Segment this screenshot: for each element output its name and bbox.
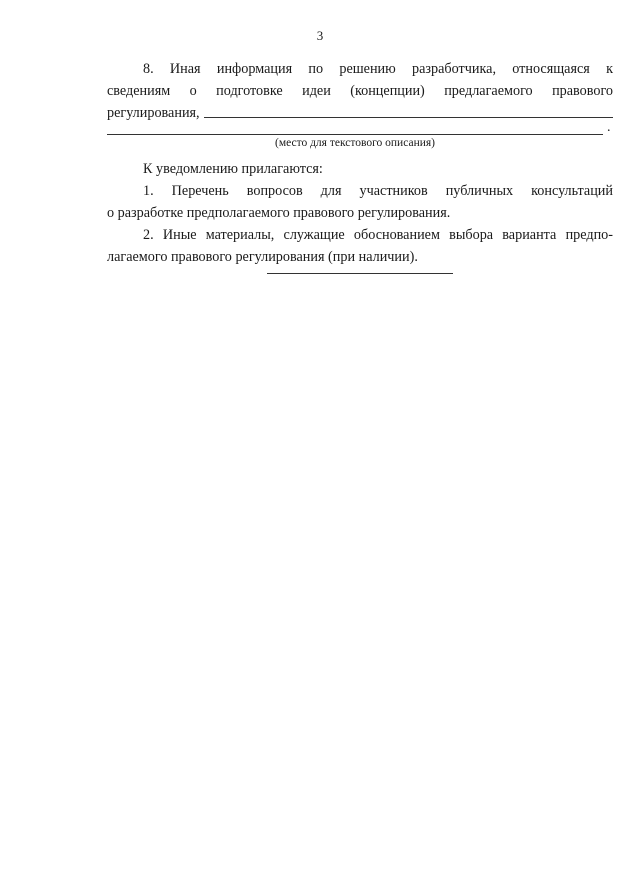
attachment-item-1-line-1: 1. Перечень вопросов для участников публичных консультаций [143, 183, 613, 199]
text-description-caption: (место для текстового описания) [274, 137, 435, 149]
section-8-line-1: 8. Иная информация по решению разработчика, относящаяся к [143, 61, 613, 77]
text-fill-rule [204, 117, 613, 118]
attachment-item-1 [107, 180, 613, 224]
page-number: 3 [316, 28, 324, 43]
end-punctuation: . [607, 120, 611, 135]
section-8-paragraph [107, 58, 613, 124]
document-end-rule [267, 273, 453, 274]
section-8-line-3-text: регулирования, [107, 105, 200, 121]
attachment-item-2-line-1: 2. Иные материалы, служащие обоснованием выбора варианта предпо- [143, 227, 613, 243]
section-8-line-2: сведениям о подготовке идеи (концепции) предлагаемого правового [107, 83, 613, 99]
attachment-item-2-line-2: лагаемого правового регулирования (при наличии). [107, 249, 418, 265]
attachment-item-2 [107, 224, 613, 268]
text-fill-rule-2 [107, 134, 603, 135]
attachments-heading: К уведомлению прилагаются: [143, 161, 323, 177]
attachment-item-1-line-2: о разработке предполагаемого правового регулирования. [107, 205, 451, 221]
attachments-heading-block [107, 158, 613, 180]
section-8-line-3 [107, 102, 613, 124]
